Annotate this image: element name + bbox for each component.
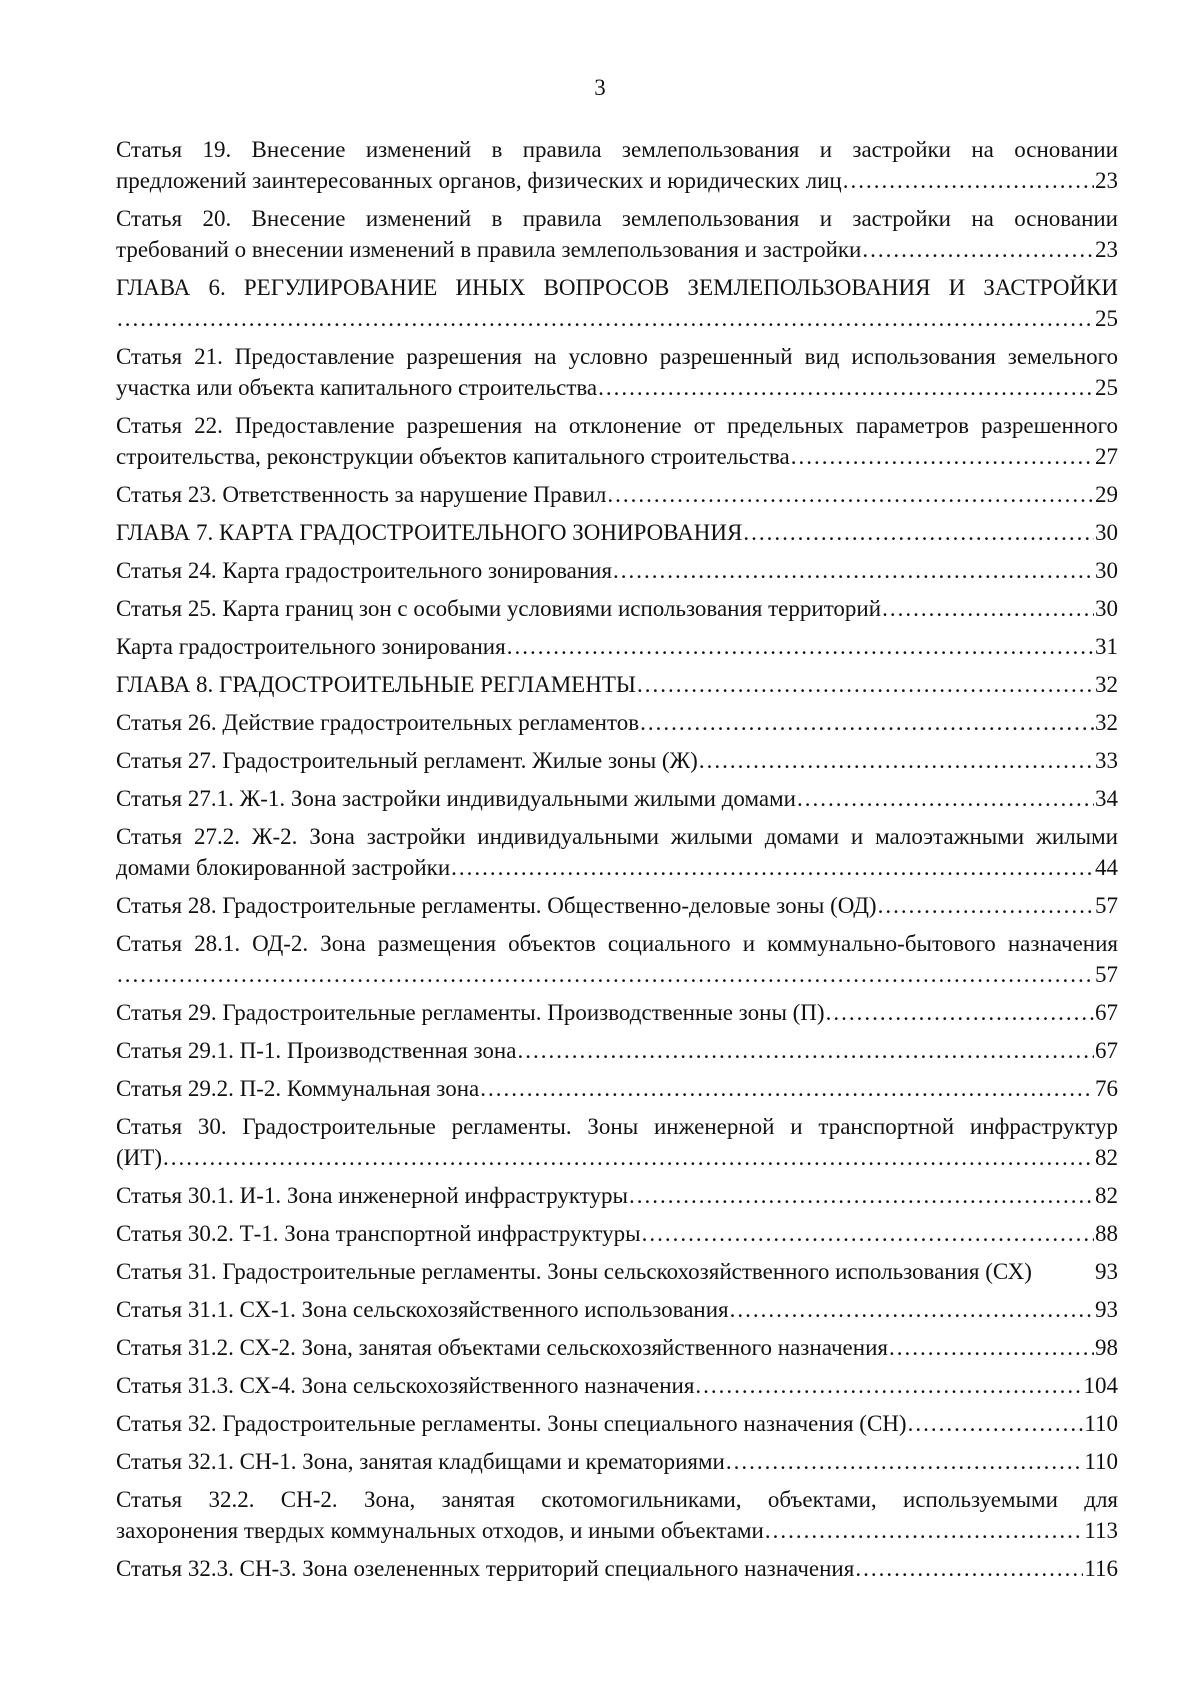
toc-entry-title: Статья 27. Градостроительный регламент. Жилые зоны (Ж) (116, 748, 698, 773)
dot-leader (843, 165, 1094, 196)
toc-page-number: 30 (1095, 558, 1118, 583)
toc-page-number: 34 (1095, 786, 1118, 811)
toc-page-number: 30 (1095, 520, 1118, 545)
toc-page-number: 29 (1095, 482, 1118, 507)
toc-entry-title: ГЛАВА 8. ГРАДОСТРОИТЕЛЬНЫЕ РЕГЛАМЕНТЫ (116, 672, 636, 697)
toc-entry-line (116, 852, 1118, 883)
toc-entry-title-line1: Статья 21. Предоставление разрешения на условно разрешенный вид использования земельного (116, 344, 1118, 369)
toc-entry-title-line1: Статья 30. Градостроительные регламенты. Зоны инженерной и транспортной инфраструктур (116, 1114, 1118, 1139)
toc-page-number: 57 (1095, 962, 1118, 987)
toc-page-number: 98 (1095, 1335, 1118, 1360)
toc-entry-title: Статья 28. Градостроительные регламенты. Общественно-деловые зоны (ОД) (116, 893, 877, 918)
dot-leader (797, 783, 1094, 814)
toc-entry-title: Статья 26. Действие градостроительных регламентов (116, 710, 640, 735)
toc-entry-title-line1: Статья 22. Предоставление разрешения на отклонение от предельных параметров разрешенного (116, 413, 1118, 438)
toc-page-number: 88 (1095, 1221, 1118, 1246)
toc-entry-line (116, 1553, 1118, 1584)
toc-entry-title: Статья 30.2. Т-1. Зона транспортной инфраструктуры (116, 1221, 641, 1246)
toc-entry-line (116, 745, 1118, 776)
toc-entry-title: Статья 32.3. СН-3. Зона озелененных территорий специального назначения (116, 1556, 855, 1581)
toc-page-number: 76 (1095, 1076, 1118, 1101)
toc-page-number: 110 (1084, 1411, 1118, 1436)
dot-leader (726, 1446, 1083, 1477)
toc-entry[interactable] (116, 272, 1118, 334)
dot-leader (908, 1408, 1084, 1439)
toc-entry-line (116, 959, 1118, 990)
toc-page-number: 25 (1095, 306, 1118, 331)
toc-entry[interactable] (116, 1553, 1118, 1584)
toc-entry-line (116, 1370, 1118, 1401)
toc-entry[interactable] (116, 1332, 1118, 1363)
dot-leader (855, 1553, 1083, 1584)
toc-page-number: 82 (1095, 1183, 1118, 1208)
dot-leader (640, 707, 1094, 738)
toc-entry-line (116, 303, 1118, 334)
toc-page-number: 32 (1095, 710, 1118, 735)
toc-entry[interactable] (116, 745, 1118, 776)
dot-leader (598, 372, 1094, 403)
dot-leader (791, 441, 1094, 472)
toc-entry-title: Статья 31. Градостроительные регламенты. Зоны сельскохозяйственного использования (СХ) (116, 1259, 1032, 1284)
toc-entry-line (116, 997, 1118, 1028)
toc-entry-line (116, 1515, 1118, 1546)
toc-page-number: 93 (1095, 1297, 1118, 1322)
table-of-contents (116, 134, 1118, 1591)
toc-entry-line (116, 783, 1118, 814)
dot-leader (878, 890, 1094, 921)
toc-entry-line (116, 1035, 1118, 1066)
dot-leader (730, 1294, 1094, 1325)
dot-leader (117, 959, 1094, 990)
toc-page-number: 110 (1084, 1449, 1118, 1474)
toc-entry-title: Карта градостроительного зонирования (116, 634, 506, 659)
toc-entry[interactable] (116, 1180, 1118, 1211)
toc-entry-line (116, 1256, 1118, 1287)
toc-entry[interactable] (116, 1218, 1118, 1249)
toc-entry-title: строительства, реконструкции объектов капитального строительства (116, 444, 790, 469)
toc-entry-title: Статья 31.2. СХ-2. Зона, занятая объектами сельскохозяйственного назначения (116, 1335, 888, 1360)
dot-leader (163, 1142, 1094, 1173)
dot-leader (699, 745, 1094, 776)
toc-entry[interactable] (116, 1484, 1118, 1546)
dot-leader (826, 997, 1094, 1028)
toc-entry-title: захоронения твердых коммунальных отходов, и иными объектами (116, 1518, 764, 1543)
toc-entry[interactable] (116, 821, 1118, 883)
toc-entry[interactable] (116, 203, 1118, 265)
toc-entry-title-line1: ГЛАВА 6. РЕГУЛИРОВАНИЕ ИНЫХ ВОПРОСОВ ЗЕМЛЕПОЛЬЗОВАНИЯ И ЗАСТРОЙКИ (116, 275, 1118, 300)
toc-entry-line (116, 593, 1118, 624)
toc-entry[interactable] (116, 134, 1118, 196)
dot-leader (629, 1180, 1094, 1211)
toc-entry-title-line1: Статья 28.1. ОД-2. Зона размещения объектов социального и коммунально-бытового назначения (116, 931, 1118, 956)
dot-leader (451, 852, 1094, 883)
toc-entry-title: Статья 24. Карта градостроительного зонирования (116, 558, 613, 583)
toc-entry-title: Статья 23. Ответственность за нарушение Правил (116, 482, 607, 507)
toc-entry-line (116, 372, 1118, 403)
toc-entry-title: Статья 25. Карта границ зон с особыми условиями использования территорий (116, 596, 882, 621)
toc-entry[interactable] (116, 707, 1118, 738)
toc-page-number: 27 (1095, 444, 1118, 469)
toc-entry-line (116, 1073, 1118, 1104)
toc-entry-title: Статья 27.1. Ж-1. Зона застройки индивидуальными жилыми домами (116, 786, 796, 811)
toc-entry[interactable] (116, 1294, 1118, 1325)
toc-entry-title-line1: Статья 19. Внесение изменений в правила землепользования и застройки на основании (116, 137, 1118, 162)
toc-entry-line (116, 165, 1118, 196)
toc-entry-line (116, 669, 1118, 700)
toc-entry-line (116, 707, 1118, 738)
toc-entry[interactable] (116, 410, 1118, 472)
toc-entry[interactable] (116, 669, 1118, 700)
toc-page-number: 30 (1095, 596, 1118, 621)
dot-leader (507, 631, 1094, 662)
toc-entry-title: Статья 30.1. И-1. Зона инженерной инфраструктуры (116, 1183, 628, 1208)
toc-page-number: 25 (1095, 375, 1118, 400)
toc-page-number: 67 (1095, 1000, 1118, 1025)
toc-entry-line (116, 631, 1118, 662)
toc-entry[interactable] (116, 783, 1118, 814)
dot-leader (607, 479, 1094, 510)
toc-entry[interactable] (116, 890, 1118, 921)
toc-entry-line (116, 1180, 1118, 1211)
toc-entry-line (116, 1218, 1118, 1249)
toc-entry-line (116, 1142, 1118, 1173)
toc-entry-line (116, 1332, 1118, 1363)
toc-entry[interactable] (116, 555, 1118, 586)
dot-leader (517, 1035, 1094, 1066)
toc-entry-title: требований о внесении изменений в правила землепользования и застройки (116, 237, 862, 262)
toc-entry-title-line1: Статья 32.2. СН-2. Зона, занятая скотомогильниками, объектами, используемыми для (116, 1487, 1118, 1512)
toc-entry-title: Статья 31.3. СХ-4. Зона сельскохозяйственного назначения (116, 1373, 695, 1398)
dot-leader (862, 234, 1094, 265)
dot-leader (480, 1073, 1094, 1104)
toc-page-number: 82 (1095, 1145, 1118, 1170)
toc-entry[interactable] (116, 1073, 1118, 1104)
toc-page-number: 32 (1095, 672, 1118, 697)
toc-entry-line (116, 479, 1118, 510)
toc-entry-title: Статья 32. Градостроительные регламенты. Зоны специального назначения (СН) (116, 1411, 907, 1436)
toc-entry[interactable] (116, 341, 1118, 403)
toc-entry[interactable] (116, 479, 1118, 510)
toc-entry-line (116, 1408, 1118, 1439)
toc-page-number: 57 (1095, 893, 1118, 918)
toc-entry-line (116, 890, 1118, 921)
toc-entry-title: Статья 29.2. П-2. Коммунальная зона (116, 1076, 480, 1101)
toc-entry-line (116, 441, 1118, 472)
dot-leader (765, 1515, 1083, 1546)
dot-leader (889, 1332, 1094, 1363)
toc-page-number: 44 (1095, 855, 1118, 880)
toc-entry-line (116, 1294, 1118, 1325)
toc-entry-title: предложений заинтересованных органов, физических и юридических лиц (116, 168, 842, 193)
toc-entry-title-line1: Статья 20. Внесение изменений в правила землепользования и застройки на основании (116, 206, 1118, 231)
toc-entry[interactable] (116, 593, 1118, 624)
toc-entry-title-line1: Статья 27.2. Ж-2. Зона застройки индивидуальными жилыми домами и малоэтажными жилыми (116, 824, 1118, 849)
toc-entry[interactable] (116, 1408, 1118, 1439)
toc-entry[interactable] (116, 1370, 1118, 1401)
toc-entry[interactable] (116, 517, 1118, 548)
toc-entry-title: ГЛАВА 7. КАРТА ГРАДОСТРОИТЕЛЬНОГО ЗОНИРОВАНИЯ (116, 520, 743, 545)
toc-entry-line (116, 1446, 1118, 1477)
toc-page-number: 104 (1083, 1373, 1118, 1398)
toc-entry-line (116, 517, 1118, 548)
dot-leader (695, 1370, 1082, 1401)
toc-entry[interactable] (116, 1111, 1118, 1173)
toc-entry-line (116, 234, 1118, 265)
dot-leader (642, 1218, 1094, 1249)
dot-leader (743, 517, 1094, 548)
toc-entry-title: участка или объекта капитального строительства (116, 375, 598, 400)
toc-page-number: 33 (1095, 748, 1118, 773)
toc-entry-line (116, 555, 1118, 586)
toc-entry[interactable] (116, 997, 1118, 1028)
dot-leader (637, 669, 1094, 700)
toc-entry[interactable] (116, 1446, 1118, 1477)
page-number: 3 (594, 75, 606, 100)
toc-entry-title: домами блокированной застройки (116, 855, 451, 880)
toc-entry[interactable] (116, 1035, 1118, 1066)
toc-entry-title: Статья 29.1. П-1. Производственная зона (116, 1038, 517, 1063)
toc-page-number: 31 (1095, 634, 1118, 659)
toc-entry[interactable] (116, 1256, 1118, 1287)
toc-entry[interactable] (116, 631, 1118, 662)
toc-page-number: 23 (1095, 168, 1118, 193)
toc-entry-title: (ИТ) (116, 1145, 162, 1170)
toc-page-number: 93 (1095, 1259, 1118, 1284)
dot-leader (882, 593, 1094, 624)
toc-entry-title: Статья 31.1. СХ-1. Зона сельскохозяйственного использования (116, 1297, 729, 1322)
toc-page-number: 113 (1084, 1518, 1118, 1543)
toc-entry-title: Статья 32.1. СН-1. Зона, занятая кладбищами и крематориями (116, 1449, 725, 1474)
dot-leader (117, 303, 1094, 334)
toc-entry[interactable] (116, 928, 1118, 990)
toc-page-number: 67 (1095, 1038, 1118, 1063)
toc-page-number: 23 (1095, 237, 1118, 262)
dot-leader (613, 555, 1094, 586)
toc-entry-title: Статья 29. Градостроительные регламенты. Производственные зоны (П) (116, 1000, 825, 1025)
toc-page-number: 116 (1084, 1556, 1118, 1581)
